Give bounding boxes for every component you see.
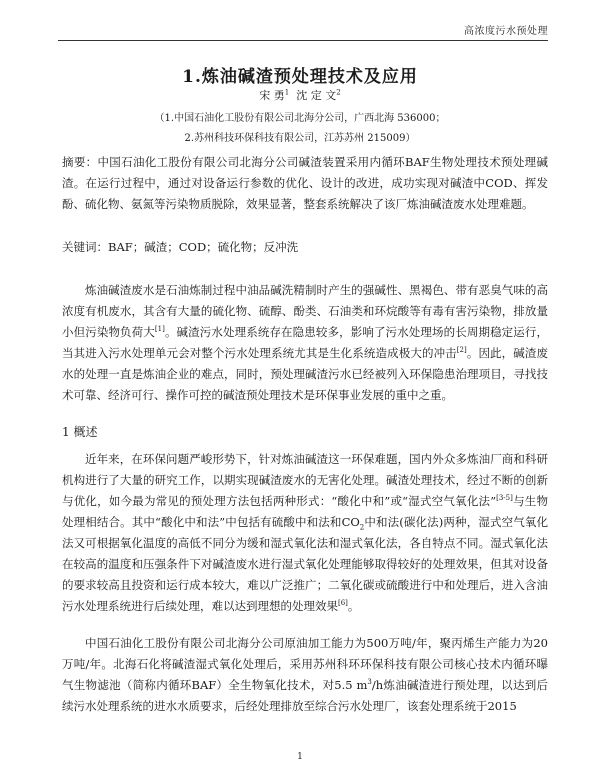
s1-text-b: 与生物处理相结合。其中“酸化中和法”中包括有硫酸中和法和CO	[62, 494, 548, 529]
abstract-text: 中国石油化工股份有限公司北海分公司碱渣装置采用内循环BAF生物处理技术预处理碱渣。在运行过程中，通过对设备运行参数的优化、设计的改进，成功实现对碱渣中COD、挥发酚、硫化物、氨氮等污染物质脱除，效果显著，整套系统解决了该厂炼油碱渣废水处理难题。	[62, 155, 548, 211]
affiliation-2: 2.苏州科技环保科技有限公司，江苏苏州 215009）	[184, 133, 416, 144]
paper-title: 1.炼油碱渣预处理技术及应用	[182, 67, 418, 87]
abstract	[62, 152, 548, 215]
intro-text-3: 。因此，碱渣废水的处理一直是炼油企业的难点，同时，预处理碱渣污水已经被列入环保隐患治理项目，寻找技术可靠、经济可行、操作可控的碱渣预处理技术是环保事业发展的重中之重。	[62, 346, 548, 402]
author-2: 沈 定 文	[296, 89, 337, 102]
s2-text-b: /h炼油碱渣进行预处理，以达到后续污水处理系统的进水水质要求，后经处理排放至综合污水处理厂，该套处理系统于2015	[62, 678, 548, 713]
header-rule	[58, 40, 548, 41]
author-1-mark: 1	[284, 88, 290, 97]
section-paragraph-1	[62, 449, 548, 617]
intro-text-2: 。碱渣污水处理系统存在隐患较多，影响了污水处理场的长周期稳定运行，当其进入污水处理单元会对整个污水处理系统尤其是生化系统造成极大的冲击	[62, 325, 549, 360]
co2-subscript: 2	[359, 523, 365, 532]
keywords	[62, 239, 548, 255]
affiliation-1: （1.中国石油化工股份有限公司北海分公司，广西北海 536000；	[154, 113, 446, 124]
citation-6: [6]	[338, 599, 348, 608]
s1-text-d: 。	[347, 599, 360, 613]
running-header: 高浓度污水预处理	[464, 26, 548, 37]
keywords-label: 关键词：	[62, 240, 108, 254]
intro-paragraph	[62, 280, 548, 406]
page-number: 1	[297, 752, 303, 762]
section-heading: 1 概述	[62, 425, 98, 439]
citation-2: [2]	[456, 346, 467, 355]
abstract-label: 摘要：	[62, 155, 98, 169]
section-paragraph-2	[62, 633, 548, 717]
author-line	[0, 87, 600, 103]
m3-superscript: 3	[367, 678, 372, 687]
s1-text-c: 中和法(碳化法)两种，湿式空气氧化法又可根据氧化温度的高低不同分为缓和湿式氧化法和湿式氧化法，各自特点不同。湿式氧化法在较高的温度和压强条件下对碱渣废水进行湿式氧化处理能够取得较好的处理效果，但其对设备的要求较高且投资和运行成本较大，难以广泛推广；二氧化碳或硫酸进行中和处理后，进入含油污水处理系统进行后续处理，难以达到理想的处理效果	[62, 515, 548, 613]
author-2-mark: 2	[336, 88, 341, 97]
s2-text-a: 中国石油化工股份有限公司北海分公司原油加工能力为500万吨/年，聚丙烯生产能力为20万吨/年。北海石化将碱渣湿式氧化处理后，采用苏州科环环保科技有限公司核心技术内循环曝气生物滤池（简称内循环BAF）全生物氧化技术，对5.5 m	[62, 636, 548, 692]
citation-1: [1]	[154, 325, 165, 334]
intro-text-1: 炼油碱渣废水是石油炼制过程中油品碱洗精制时产生的强碱性、黑褐色、带有恶臭气味的高浓度有机废水，其含有大量的硫化物、硫醇、酚类、石油类和环烷酸等有毒有害污染物，排放量小但污染物负荷大	[62, 283, 548, 339]
s1-text-a: 近年来，在环保问题严峻形势下，针对炼油碱渣这一环保难题，国内外众多炼油厂商和科研机构进行了大量的研究工作，以期实现碱渣废水的无害化处理。碱渣处理技术，经过不断的创新与优化，如今最为常见的预处理方法包括两种形式：“酸化中和”或“湿式空气氧化法”	[62, 452, 548, 508]
keywords-text: BAF；碱渣；COD；硫化物；反冲洗	[108, 240, 299, 254]
citation-3-5: [3-5]	[496, 494, 513, 503]
author-1: 宋 勇	[259, 89, 285, 102]
